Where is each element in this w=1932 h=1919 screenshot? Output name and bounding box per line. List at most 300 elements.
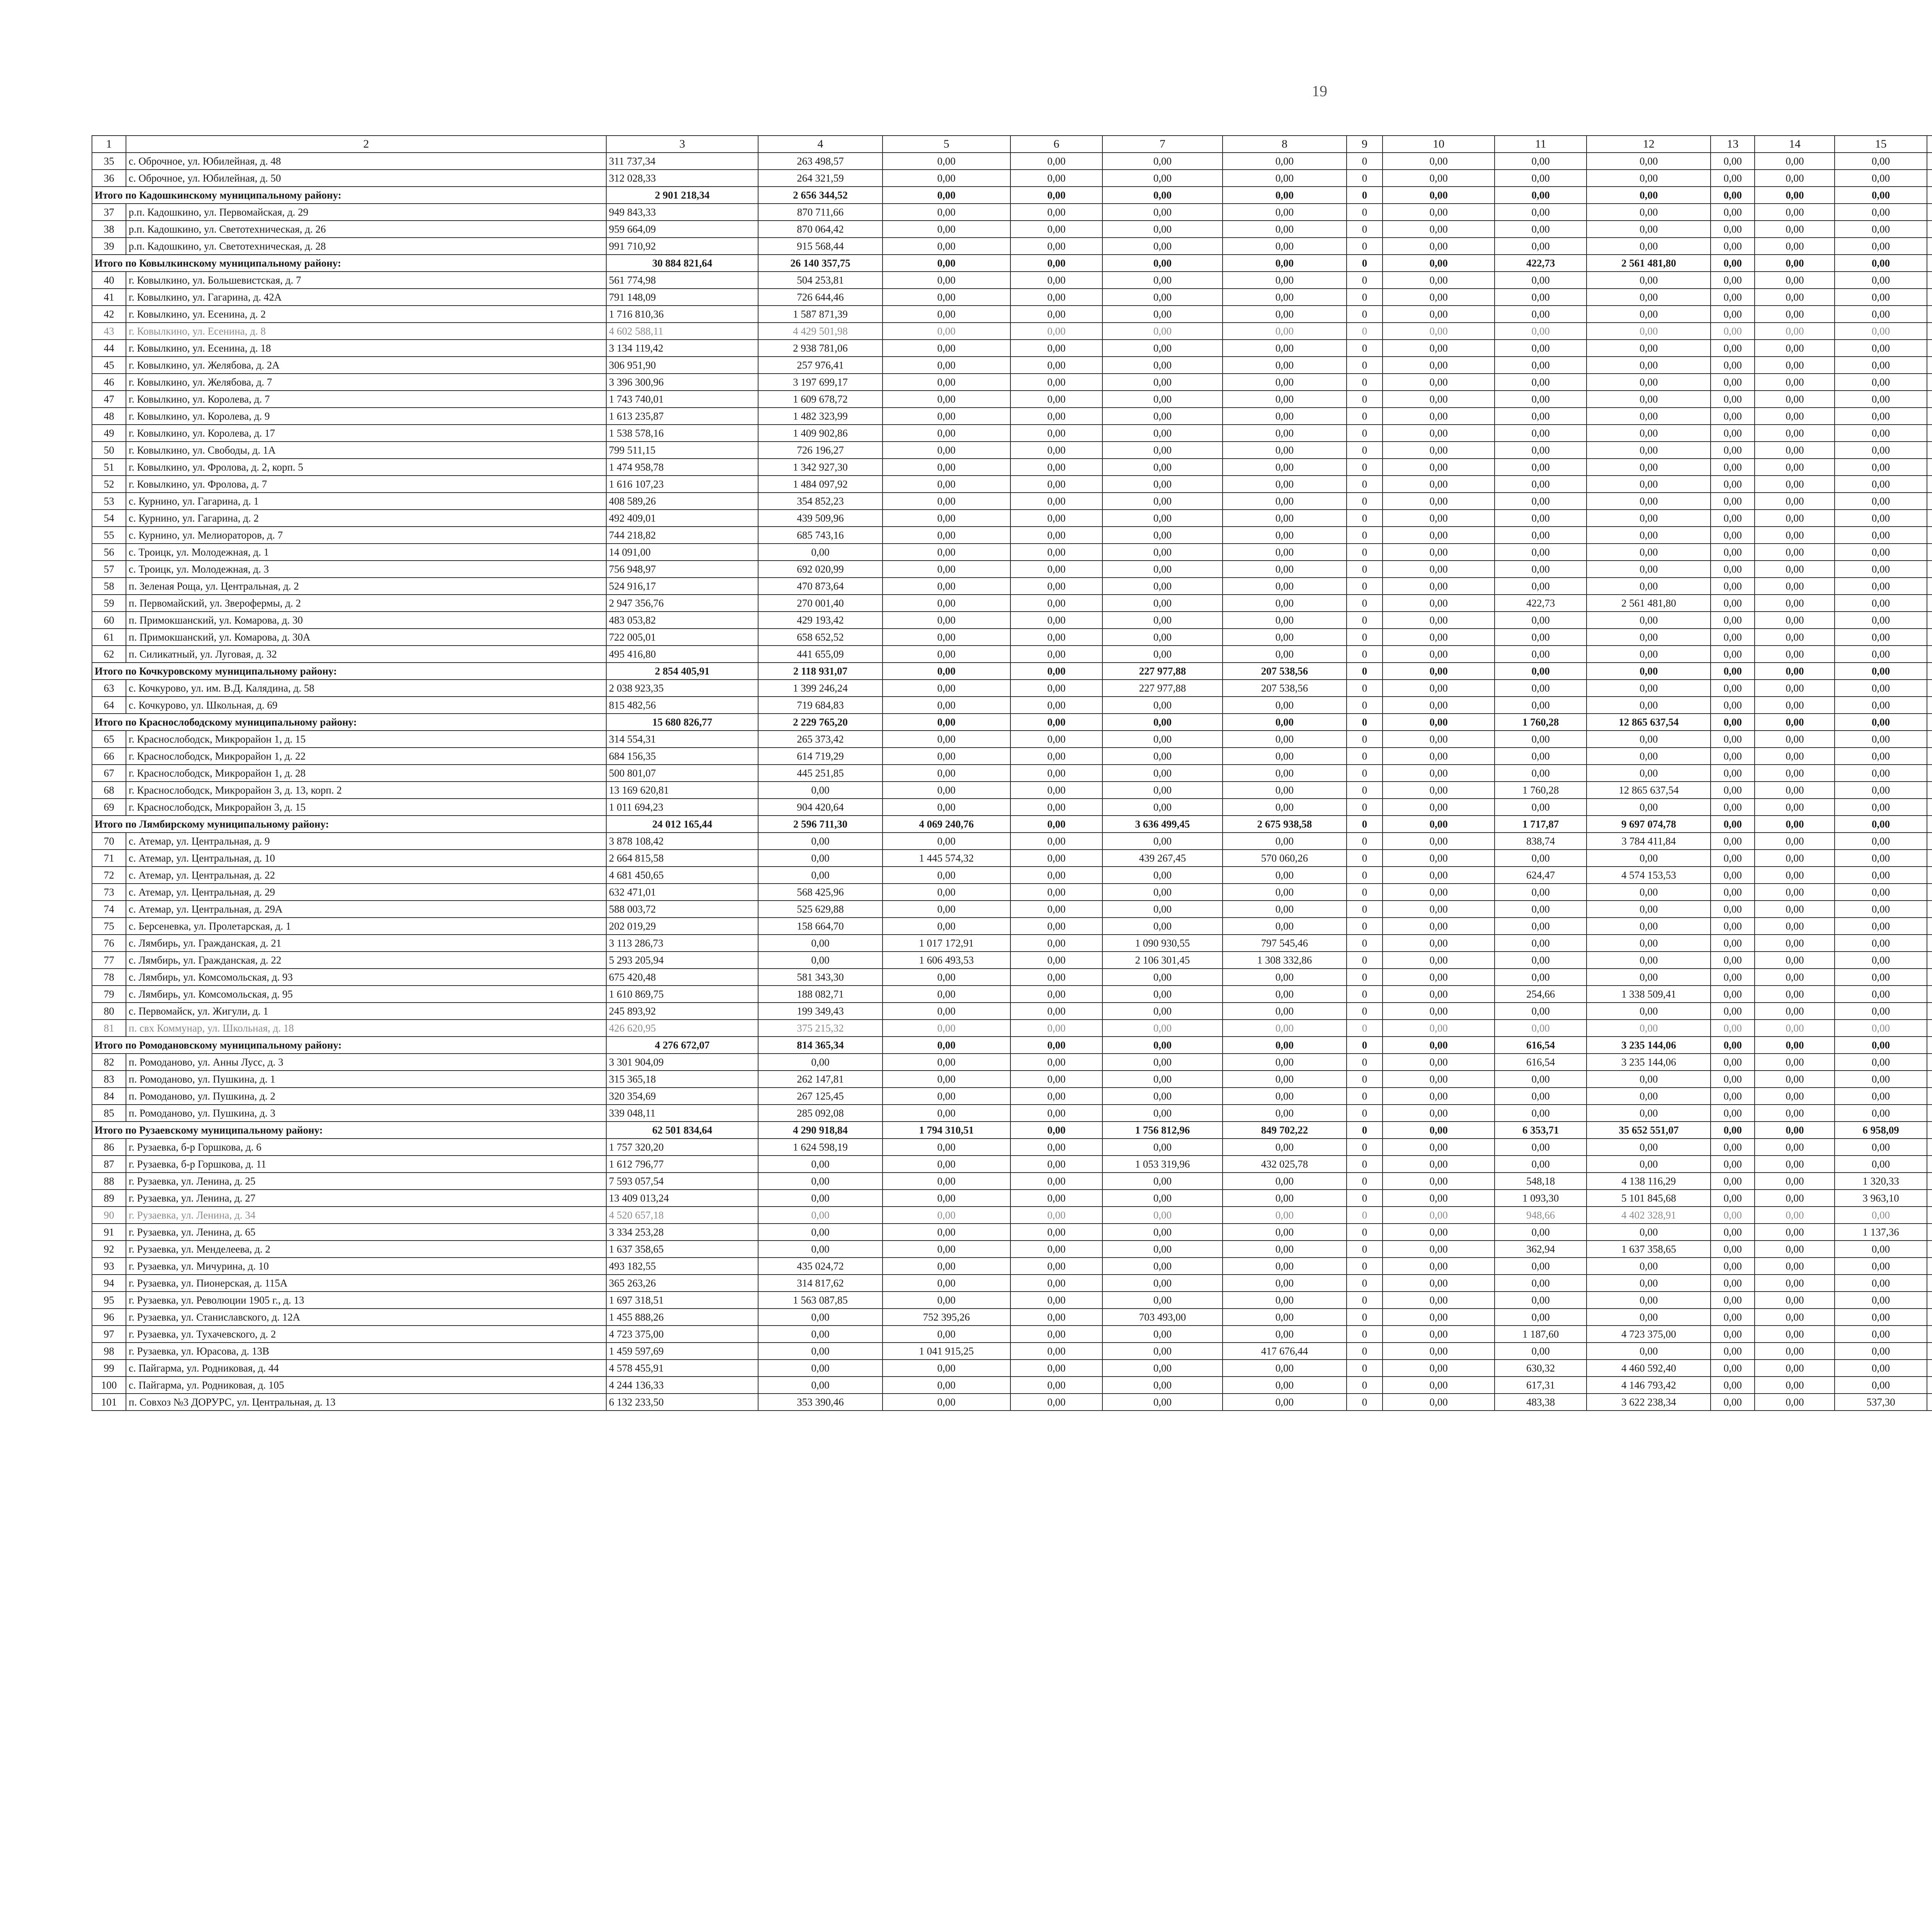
value-cell: 915 568,44 xyxy=(758,238,882,255)
building-row xyxy=(92,1071,1932,1088)
value-cell: 0,00 xyxy=(1102,867,1223,884)
value-cell: 703 493,00 xyxy=(1102,1309,1223,1326)
value-cell xyxy=(1927,204,1932,221)
building-row xyxy=(92,1020,1932,1037)
value-cell: 0,00 xyxy=(1102,527,1223,544)
value-cell: 0,00 xyxy=(1587,1224,1711,1241)
value-cell: 0,00 xyxy=(1711,1071,1755,1088)
value-cell xyxy=(1927,850,1932,867)
value-cell: 0,00 xyxy=(1102,1241,1223,1258)
value-cell: 0,00 xyxy=(1495,1343,1587,1360)
value-cell: 0,00 xyxy=(1010,561,1102,578)
value-cell: 0,00 xyxy=(1102,425,1223,442)
value-cell: 0,00 xyxy=(1010,408,1102,425)
value-cell: 0,00 xyxy=(1223,272,1347,289)
row-number-cell: 53 xyxy=(92,493,126,510)
value-cell: 0,00 xyxy=(1711,493,1755,510)
value-cell: 0,00 xyxy=(1223,884,1347,901)
address-cell: с. Оброчное, ул. Юбилейная, д. 48 xyxy=(126,153,606,170)
value-cell: 0,00 xyxy=(1383,782,1495,799)
value-cell xyxy=(1927,1139,1932,1156)
total-value-cell: 4 069 240,76 xyxy=(883,816,1010,833)
value-cell: 0,00 xyxy=(1010,493,1102,510)
value-cell: 0,00 xyxy=(1711,323,1755,340)
value-cell: 492 409,01 xyxy=(606,510,759,527)
value-cell: 0,00 xyxy=(1587,1020,1711,1037)
value-cell: 0,00 xyxy=(1711,408,1755,425)
value-cell: 0,00 xyxy=(883,1190,1010,1207)
value-cell: 0,00 xyxy=(1755,272,1835,289)
value-cell: 0,00 xyxy=(1383,170,1495,187)
building-row xyxy=(92,1156,1932,1173)
value-cell: 0 xyxy=(1347,306,1383,323)
value-cell: 0,00 xyxy=(883,476,1010,493)
value-cell: 0,00 xyxy=(1383,765,1495,782)
address-cell: п. Ромоданово, ул. Пушкина, д. 1 xyxy=(126,1071,606,1088)
total-value-cell: 2 656 344,52 xyxy=(758,187,882,204)
value-cell: 0,00 xyxy=(1587,442,1711,459)
value-cell: 0,00 xyxy=(1711,884,1755,901)
value-cell xyxy=(1927,935,1932,952)
value-cell: 0,00 xyxy=(1010,459,1102,476)
value-cell: 0 xyxy=(1347,289,1383,306)
value-cell: 0,00 xyxy=(1755,340,1835,357)
row-number-cell: 98 xyxy=(92,1343,126,1360)
column-header: 7 xyxy=(1102,136,1223,153)
value-cell: 0,00 xyxy=(1755,731,1835,748)
value-cell: 0,00 xyxy=(1711,1224,1755,1241)
value-cell: 0,00 xyxy=(1835,153,1927,170)
value-cell: 0,00 xyxy=(1010,1377,1102,1394)
value-cell xyxy=(1927,901,1932,918)
value-cell: 0,00 xyxy=(1755,442,1835,459)
value-cell: 0,00 xyxy=(1711,1275,1755,1292)
value-cell: 0,00 xyxy=(1495,1309,1587,1326)
building-row xyxy=(92,1003,1932,1020)
value-cell: 0,00 xyxy=(1755,1088,1835,1105)
building-row xyxy=(92,408,1932,425)
value-cell: 0,00 xyxy=(1587,1292,1711,1309)
total-value-cell: 0,00 xyxy=(1383,714,1495,731)
total-value-cell xyxy=(1927,1122,1932,1139)
value-cell: 0,00 xyxy=(883,1156,1010,1173)
value-cell: 1 011 694,23 xyxy=(606,799,759,816)
value-cell: 1 616 107,23 xyxy=(606,476,759,493)
value-cell xyxy=(1927,680,1932,697)
value-cell: 0,00 xyxy=(1711,391,1755,408)
value-cell: 0,00 xyxy=(1223,595,1347,612)
total-value-cell xyxy=(1927,1037,1932,1054)
value-cell: 0,00 xyxy=(1495,289,1587,306)
value-cell: 0 xyxy=(1347,799,1383,816)
value-cell: 0,00 xyxy=(1835,1207,1927,1224)
value-cell: 0,00 xyxy=(1010,697,1102,714)
building-row xyxy=(92,1224,1932,1241)
value-cell: 0,00 xyxy=(1102,595,1223,612)
row-number-cell: 43 xyxy=(92,323,126,340)
value-cell xyxy=(1927,289,1932,306)
row-number-cell: 55 xyxy=(92,527,126,544)
value-cell: 0,00 xyxy=(1383,1224,1495,1241)
value-cell: 270 001,40 xyxy=(758,595,882,612)
value-cell: 0,00 xyxy=(1711,867,1755,884)
value-cell: 0,00 xyxy=(1010,1241,1102,1258)
value-cell: 0,00 xyxy=(1223,918,1347,935)
total-value-cell: 2 854 405,91 xyxy=(606,663,759,680)
value-cell: 0,00 xyxy=(1223,578,1347,595)
value-cell: 263 498,57 xyxy=(758,153,882,170)
value-cell: 0,00 xyxy=(883,221,1010,238)
value-cell: 525 629,88 xyxy=(758,901,882,918)
value-cell: 0,00 xyxy=(1711,1394,1755,1411)
building-row xyxy=(92,493,1932,510)
value-cell: 0 xyxy=(1347,442,1383,459)
value-cell: 257 976,41 xyxy=(758,357,882,374)
value-cell: 0,00 xyxy=(1587,935,1711,952)
value-cell: 0 xyxy=(1347,612,1383,629)
value-cell: 0 xyxy=(1347,408,1383,425)
value-cell: 0,00 xyxy=(758,1241,882,1258)
total-value-cell: 0,00 xyxy=(1010,1037,1102,1054)
value-cell: 0,00 xyxy=(1383,493,1495,510)
value-cell: 0,00 xyxy=(883,1020,1010,1037)
address-cell: с. Лямбирь, ул. Комсомольская, д. 93 xyxy=(126,969,606,986)
value-cell: 0,00 xyxy=(1755,867,1835,884)
value-cell: 0,00 xyxy=(1495,153,1587,170)
value-cell: 0,00 xyxy=(1587,204,1711,221)
value-cell: 0,00 xyxy=(1495,510,1587,527)
value-cell: 0 xyxy=(1347,153,1383,170)
total-value-cell: 0,00 xyxy=(1010,714,1102,731)
value-cell: 1 637 358,65 xyxy=(1587,1241,1711,1258)
value-cell: 0,00 xyxy=(883,1241,1010,1258)
value-cell: 0,00 xyxy=(1835,748,1927,765)
value-cell: 0,00 xyxy=(1835,476,1927,493)
address-cell: с. Курнино, ул. Гагарина, д. 2 xyxy=(126,510,606,527)
value-cell: 0,00 xyxy=(1835,1088,1927,1105)
row-number-cell: 60 xyxy=(92,612,126,629)
total-value-cell: 0,00 xyxy=(1755,1122,1835,1139)
value-cell: 0,00 xyxy=(1223,374,1347,391)
value-cell xyxy=(1927,884,1932,901)
value-cell xyxy=(1927,408,1932,425)
address-cell: г. Краснослободск, Микрорайон 3, д. 15 xyxy=(126,799,606,816)
value-cell: 0 xyxy=(1347,221,1383,238)
value-cell: 0,00 xyxy=(1835,510,1927,527)
value-cell: 262 147,81 xyxy=(758,1071,882,1088)
column-header: 11 xyxy=(1495,136,1587,153)
row-number-cell: 51 xyxy=(92,459,126,476)
value-cell: 1 187,60 xyxy=(1495,1326,1587,1343)
district-total-row xyxy=(92,1122,1932,1139)
building-row xyxy=(92,306,1932,323)
value-cell: 0,00 xyxy=(1711,1309,1755,1326)
value-cell: 354 852,23 xyxy=(758,493,882,510)
address-cell: г. Краснослободск, Микрорайон 1, д. 15 xyxy=(126,731,606,748)
value-cell: 267 125,45 xyxy=(758,1088,882,1105)
value-cell xyxy=(1927,476,1932,493)
total-value-cell: 0,00 xyxy=(1835,663,1927,680)
value-cell: 0,00 xyxy=(758,935,882,952)
row-number-cell: 37 xyxy=(92,204,126,221)
value-cell: 0,00 xyxy=(1010,357,1102,374)
value-cell: 0,00 xyxy=(1010,748,1102,765)
value-cell xyxy=(1927,272,1932,289)
value-cell: 0,00 xyxy=(1010,425,1102,442)
column-header: 1 xyxy=(92,136,126,153)
address-cell: п. Ромоданово, ул. Пушкина, д. 3 xyxy=(126,1105,606,1122)
value-cell: 0,00 xyxy=(1711,510,1755,527)
value-cell: 0,00 xyxy=(1587,646,1711,663)
value-cell: 1 637 358,65 xyxy=(606,1241,759,1258)
building-row xyxy=(92,272,1932,289)
value-cell: 6 132 233,50 xyxy=(606,1394,759,1411)
row-number-cell: 38 xyxy=(92,221,126,238)
value-cell: 0,00 xyxy=(1102,697,1223,714)
building-row xyxy=(92,935,1932,952)
value-cell: 726 196,27 xyxy=(758,442,882,459)
value-cell: 0,00 xyxy=(1835,782,1927,799)
value-cell: 0 xyxy=(1347,238,1383,255)
value-cell: 0,00 xyxy=(1587,850,1711,867)
total-value-cell: 6 958,09 xyxy=(1835,1122,1927,1139)
value-cell: 0,00 xyxy=(1383,476,1495,493)
value-cell: 0,00 xyxy=(1711,1173,1755,1190)
value-cell: 0,00 xyxy=(1587,1275,1711,1292)
address-cell: г. Ковылкино, ул. Желябова, д. 7 xyxy=(126,374,606,391)
value-cell: 0,00 xyxy=(1223,1241,1347,1258)
value-cell: 630,32 xyxy=(1495,1360,1587,1377)
value-cell: 0,00 xyxy=(1711,969,1755,986)
value-cell: 870 064,42 xyxy=(758,221,882,238)
value-cell: 0,00 xyxy=(1835,918,1927,935)
value-cell: 0,00 xyxy=(1102,340,1223,357)
row-number-cell: 100 xyxy=(92,1377,126,1394)
value-cell xyxy=(1927,1207,1932,1224)
value-cell: 0,00 xyxy=(1010,1224,1102,1241)
value-cell: 0,00 xyxy=(883,340,1010,357)
value-cell: 1 482 323,99 xyxy=(758,408,882,425)
total-value-cell: 0,00 xyxy=(1102,714,1223,731)
value-cell: 0,00 xyxy=(1102,1360,1223,1377)
value-cell: 0,00 xyxy=(1383,867,1495,884)
total-value-cell: 0,00 xyxy=(1383,1037,1495,1054)
value-cell: 408 589,26 xyxy=(606,493,759,510)
value-cell: 2 106 301,45 xyxy=(1102,952,1223,969)
row-number-cell: 88 xyxy=(92,1173,126,1190)
total-value-cell: 0,00 xyxy=(1755,1037,1835,1054)
row-number-cell: 97 xyxy=(92,1326,126,1343)
value-cell: 0,00 xyxy=(1495,1156,1587,1173)
value-cell: 1 606 493,53 xyxy=(883,952,1010,969)
address-cell: п. Первомайский, ул. Зверофермы, д. 2 xyxy=(126,595,606,612)
value-cell: 1 445 574,32 xyxy=(883,850,1010,867)
value-cell: 548,18 xyxy=(1495,1173,1587,1190)
value-cell: 426 620,95 xyxy=(606,1020,759,1037)
column-number-row xyxy=(92,136,1932,153)
address-cell: г. Рузаевка, ул. Юрасова, д. 13В xyxy=(126,1343,606,1360)
row-number-cell: 64 xyxy=(92,697,126,714)
total-value-cell: 35 652 551,07 xyxy=(1587,1122,1711,1139)
value-cell: 0,00 xyxy=(1010,1156,1102,1173)
building-row xyxy=(92,629,1932,646)
value-cell: 0,00 xyxy=(1495,646,1587,663)
value-cell: 0,00 xyxy=(1010,323,1102,340)
value-cell: 0,00 xyxy=(1835,1258,1927,1275)
address-cell: р.п. Кадошкино, ул. Светотехническая, д. 26 xyxy=(126,221,606,238)
value-cell: 0,00 xyxy=(1835,867,1927,884)
building-row xyxy=(92,833,1932,850)
value-cell: 0,00 xyxy=(1102,986,1223,1003)
value-cell: 0 xyxy=(1347,952,1383,969)
value-cell: 0,00 xyxy=(1835,969,1927,986)
value-cell: 0,00 xyxy=(1711,901,1755,918)
address-cell: с. Первомайск, ул. Жигули, д. 1 xyxy=(126,1003,606,1020)
value-cell: 0,00 xyxy=(1383,833,1495,850)
value-cell: 0,00 xyxy=(1587,969,1711,986)
value-cell: 0,00 xyxy=(1102,1088,1223,1105)
value-cell: 0,00 xyxy=(1711,1377,1755,1394)
value-cell: 1 760,28 xyxy=(1495,782,1587,799)
value-cell xyxy=(1927,1088,1932,1105)
address-cell: г. Ковылкино, ул. Свободы, д. 1А xyxy=(126,442,606,459)
value-cell: 0,00 xyxy=(758,867,882,884)
address-cell: п. Ромоданово, ул. Анны Лусс, д. 3 xyxy=(126,1054,606,1071)
total-value-cell: 2 596 711,30 xyxy=(758,816,882,833)
value-cell: 1 320,33 xyxy=(1835,1173,1927,1190)
value-cell: 0 xyxy=(1347,544,1383,561)
value-cell: 3 963,10 xyxy=(1835,1190,1927,1207)
value-cell: 1 587 871,39 xyxy=(758,306,882,323)
building-row xyxy=(92,357,1932,374)
total-value-cell: 814 365,34 xyxy=(758,1037,882,1054)
value-cell xyxy=(1927,1190,1932,1207)
row-number-cell: 75 xyxy=(92,918,126,935)
value-cell: 0,00 xyxy=(1755,629,1835,646)
value-cell: 1 308 332,86 xyxy=(1223,952,1347,969)
row-number-cell: 56 xyxy=(92,544,126,561)
total-value-cell: 1 794 310,51 xyxy=(883,1122,1010,1139)
value-cell: 0,00 xyxy=(883,459,1010,476)
row-number-cell: 36 xyxy=(92,170,126,187)
total-value-cell: 0 xyxy=(1347,187,1383,204)
value-cell xyxy=(1927,578,1932,595)
value-cell: 0,00 xyxy=(1755,1394,1835,1411)
value-cell: 0 xyxy=(1347,680,1383,697)
value-cell: 0,00 xyxy=(1835,901,1927,918)
value-cell: 0 xyxy=(1347,323,1383,340)
value-cell: 0,00 xyxy=(1010,952,1102,969)
value-cell: 0,00 xyxy=(1835,238,1927,255)
value-cell: 4 244 136,33 xyxy=(606,1377,759,1394)
value-cell xyxy=(1927,731,1932,748)
value-cell: 752 395,26 xyxy=(883,1309,1010,1326)
building-row xyxy=(92,1241,1932,1258)
value-cell: 4 602 588,11 xyxy=(606,323,759,340)
value-cell: 0,00 xyxy=(1755,1309,1835,1326)
building-row xyxy=(92,1275,1932,1292)
value-cell: 0,00 xyxy=(1010,289,1102,306)
address-cell: г. Ковылкино, ул. Желябова, д. 2А xyxy=(126,357,606,374)
column-header: 15 xyxy=(1835,136,1927,153)
value-cell: 0,00 xyxy=(1835,850,1927,867)
value-cell: 0,00 xyxy=(758,1377,882,1394)
value-cell: 264 321,59 xyxy=(758,170,882,187)
value-cell: 227 977,88 xyxy=(1102,680,1223,697)
district-total-row xyxy=(92,1037,1932,1054)
value-cell: 1 484 097,92 xyxy=(758,476,882,493)
value-cell: 797 545,46 xyxy=(1223,935,1347,952)
value-cell: 0,00 xyxy=(883,748,1010,765)
value-cell: 0,00 xyxy=(1587,629,1711,646)
district-total-label: Итого по Краснослободскому муниципальному району: xyxy=(92,714,606,731)
value-cell: 0,00 xyxy=(1102,238,1223,255)
value-cell: 0,00 xyxy=(1223,901,1347,918)
value-cell: 0,00 xyxy=(883,833,1010,850)
value-cell: 5 293 205,94 xyxy=(606,952,759,969)
row-number-cell: 57 xyxy=(92,561,126,578)
value-cell: 0,00 xyxy=(1755,1258,1835,1275)
district-total-row xyxy=(92,255,1932,272)
row-number-cell: 84 xyxy=(92,1088,126,1105)
value-cell: 0,00 xyxy=(1755,1139,1835,1156)
value-cell: 0,00 xyxy=(1835,884,1927,901)
value-cell: 375 215,32 xyxy=(758,1020,882,1037)
value-cell: 439 267,45 xyxy=(1102,850,1223,867)
value-cell: 0,00 xyxy=(883,697,1010,714)
building-row xyxy=(92,323,1932,340)
value-cell: 0,00 xyxy=(1223,1020,1347,1037)
total-value-cell: 0,00 xyxy=(1010,187,1102,204)
total-value-cell: 0 xyxy=(1347,714,1383,731)
value-cell: 0,00 xyxy=(1102,289,1223,306)
value-cell: 3 197 699,17 xyxy=(758,374,882,391)
value-cell: 0,00 xyxy=(1383,561,1495,578)
value-cell: 0,00 xyxy=(1383,612,1495,629)
building-row xyxy=(92,340,1932,357)
value-cell: 0,00 xyxy=(1010,170,1102,187)
value-cell: 0,00 xyxy=(1711,578,1755,595)
building-row xyxy=(92,901,1932,918)
value-cell: 0,00 xyxy=(1010,612,1102,629)
value-cell: 0,00 xyxy=(1711,238,1755,255)
address-cell: с. Атемар, ул. Центральная, д. 9 xyxy=(126,833,606,850)
value-cell: 0,00 xyxy=(1587,884,1711,901)
value-cell: 0,00 xyxy=(883,357,1010,374)
building-row xyxy=(92,918,1932,935)
column-header: 13 xyxy=(1711,136,1755,153)
value-cell: 0,00 xyxy=(1102,1054,1223,1071)
value-cell: 0,00 xyxy=(1755,408,1835,425)
value-cell: 0,00 xyxy=(1711,357,1755,374)
value-cell: 0,00 xyxy=(883,1207,1010,1224)
value-cell: 0,00 xyxy=(1587,901,1711,918)
value-cell: 0,00 xyxy=(1587,170,1711,187)
value-cell: 0,00 xyxy=(1755,1377,1835,1394)
value-cell: 0,00 xyxy=(1223,306,1347,323)
address-cell: с. Курнино, ул. Гагарина, д. 1 xyxy=(126,493,606,510)
value-cell: 0,00 xyxy=(1223,1054,1347,1071)
value-cell xyxy=(1927,391,1932,408)
value-cell: 2 664 815,58 xyxy=(606,850,759,867)
value-cell: 0,00 xyxy=(1010,1343,1102,1360)
value-cell: 0,00 xyxy=(1010,1326,1102,1343)
address-cell: п. Совхоз №3 ДОРУРС, ул. Центральная, д. 13 xyxy=(126,1394,606,1411)
value-cell: 0,00 xyxy=(1587,680,1711,697)
value-cell: 0,00 xyxy=(1010,901,1102,918)
value-cell xyxy=(1927,561,1932,578)
total-value-cell: 422,73 xyxy=(1495,255,1587,272)
